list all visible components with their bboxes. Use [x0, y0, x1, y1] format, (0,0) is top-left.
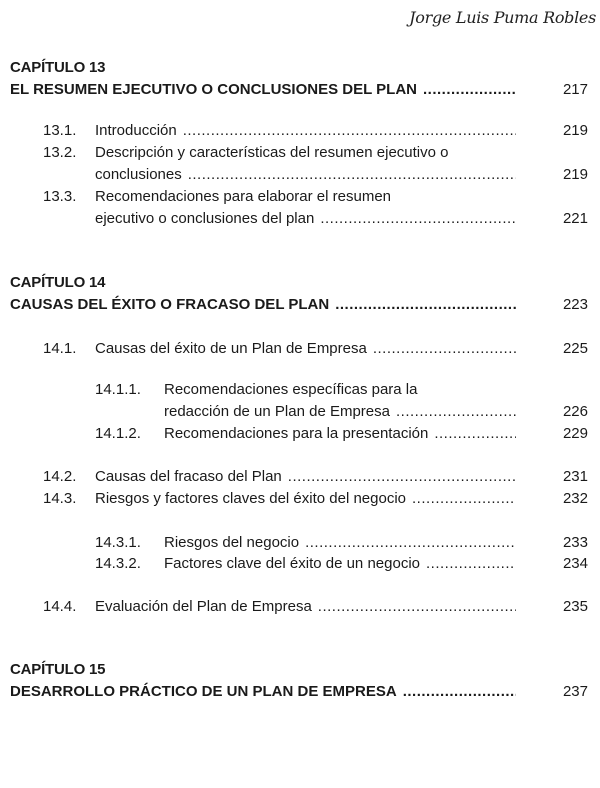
toc-entry-13-1[interactable] — [0, 120, 600, 142]
dot-leader — [403, 681, 516, 703]
toc-entry-14-3-1[interactable] — [0, 532, 600, 554]
toc-entry-13-2[interactable] — [0, 142, 600, 164]
chapter-label: CAPÍTULO 13 — [10, 59, 106, 76]
chapter-title: CAUSAS DEL ÉXITO O FRACASO DEL PLAN — [10, 296, 330, 313]
dot-leader — [288, 466, 516, 488]
toc-entry-chapter-13[interactable] — [0, 79, 600, 101]
page-number: 231 — [562, 468, 588, 485]
section-title: Recomendaciones para la presentación — [164, 425, 429, 442]
dot-leader — [426, 553, 516, 575]
section-number: 14.1.2. — [95, 425, 141, 442]
page-number: 223 — [562, 296, 588, 313]
section-number: 14.3.1. — [95, 534, 141, 551]
dot-leader — [373, 338, 516, 360]
toc-entry-13-3-cont[interactable] — [0, 208, 600, 230]
dot-leader — [335, 294, 516, 316]
page-number: 225 — [562, 340, 588, 357]
dot-leader — [423, 79, 516, 101]
page-number: 235 — [562, 598, 588, 615]
section-number: 14.1.1. — [95, 381, 141, 398]
section-title: Factores clave del éxito de un negocio — [164, 555, 420, 572]
dot-leader — [412, 488, 516, 510]
section-title: Recomendaciones para elaborar el resumen — [95, 188, 392, 205]
page-number: 233 — [562, 534, 588, 551]
dot-leader — [396, 401, 516, 423]
toc-entry-14-1-1-cont[interactable] — [0, 401, 600, 423]
chapter-title: DESARROLLO PRÁCTICO DE UN PLAN DE EMPRESA — [10, 683, 397, 700]
section-title-continued: redacción de un Plan de Empresa — [164, 403, 390, 420]
section-number: 14.1. — [43, 340, 77, 357]
section-number: 13.2. — [43, 144, 77, 161]
section-number: 14.3.2. — [95, 555, 141, 572]
toc-entry-14-1[interactable] — [0, 338, 600, 360]
section-number: 13.3. — [43, 188, 77, 205]
toc-entry-14-2[interactable] — [0, 466, 600, 488]
page-number: 219 — [562, 166, 588, 183]
page-number: 221 — [562, 210, 588, 227]
chapter-title: EL RESUMEN EJECUTIVO O CONCLUSIONES DEL PLAN — [10, 81, 417, 98]
chapter-15-label-row — [0, 659, 600, 681]
chapter-14-label-row — [0, 272, 600, 294]
dot-leader — [183, 120, 516, 142]
section-number: 14.2. — [43, 468, 77, 485]
section-title: Recomendaciones específicas para la — [164, 381, 418, 398]
dot-leader — [318, 596, 516, 618]
dot-leader — [434, 423, 516, 445]
toc-entry-chapter-14[interactable] — [0, 294, 600, 316]
section-title: Causas del éxito de un Plan de Empresa — [95, 340, 367, 357]
dot-leader — [305, 532, 516, 554]
toc-entry-13-3[interactable] — [0, 186, 600, 208]
toc-entry-chapter-15[interactable] — [0, 681, 600, 703]
chapter-label: CAPÍTULO 15 — [10, 661, 106, 678]
page-number: 234 — [562, 555, 588, 572]
page-number: 237 — [562, 683, 588, 700]
section-title: Evaluación del Plan de Empresa — [95, 598, 312, 615]
running-header-author: Jorge Luis Puma Robles — [409, 8, 596, 27]
page-number: 226 — [562, 403, 588, 420]
page-number: 219 — [562, 122, 588, 139]
section-number: 13.1. — [43, 122, 77, 139]
section-number: 14.3. — [43, 490, 77, 507]
chapter-label: CAPÍTULO 14 — [10, 274, 106, 291]
toc-entry-14-1-2[interactable] — [0, 423, 600, 445]
section-title: Descripción y características del resumen ejecutivo o — [95, 144, 449, 161]
page-number: 217 — [562, 81, 588, 98]
dot-leader — [188, 164, 516, 186]
section-title-continued: ejecutivo o conclusiones del plan — [95, 210, 315, 227]
toc-entry-14-3[interactable] — [0, 488, 600, 510]
chapter-13-label-row — [0, 57, 600, 79]
section-title: Causas del fracaso del Plan — [95, 468, 282, 485]
section-title-continued: conclusiones — [95, 166, 182, 183]
page-number: 232 — [562, 490, 588, 507]
toc-entry-13-2-cont[interactable] — [0, 164, 600, 186]
page-number: 229 — [562, 425, 588, 442]
dot-leader — [320, 208, 516, 230]
toc-entry-14-1-1[interactable] — [0, 379, 600, 401]
section-number: 14.4. — [43, 598, 77, 615]
toc-entry-14-3-2[interactable] — [0, 553, 600, 575]
toc-entry-14-4[interactable] — [0, 596, 600, 618]
section-title: Introducción — [95, 122, 177, 139]
section-title: Riesgos y factores claves del éxito del negocio — [95, 490, 407, 507]
section-title: Riesgos del negocio — [164, 534, 300, 551]
